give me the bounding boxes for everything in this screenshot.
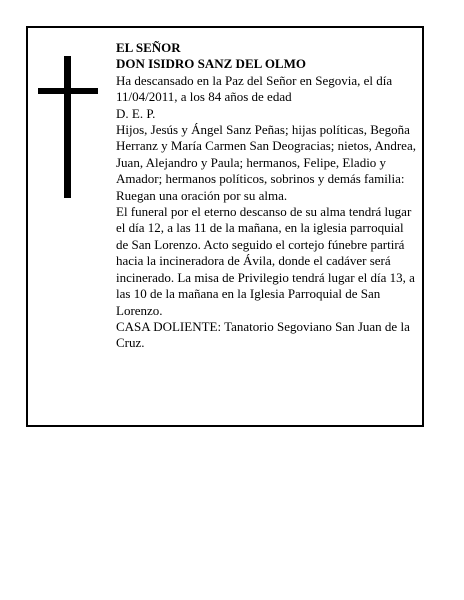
- obituary-notice: [26, 26, 424, 427]
- title-line-1: EL SEÑOR: [116, 40, 181, 55]
- deceased-name: DON ISIDRO SANZ DEL OLMO: [116, 56, 306, 72]
- dep-line: D. E. P.: [116, 105, 156, 121]
- cross-vertical-bar: [64, 56, 71, 198]
- funeral-details: El funeral por el eterno descanso de su alma tendrá lugar el día 12, a las 11 de la mañana, en la iglesia parroquial de San Lorenzo. Acto seguido el cortejo fúnebre partirá hacia la incineradora de Ávila, donde el cadáver será incinerado. La misa de Privilegio tendrá lugar el día 13, a las 10 de la mañana en la Iglesia Parroquial de San Lorenzo.: [116, 204, 415, 318]
- family-list: Hijos, Jesús y Ángel Sanz Peñas; hijas políticas, Begoña Herranz y María Carmen San Deogracias; nietos, Andrea, Juan, Alejandro y Paula; hermanos, Felipe, Eladio y Amador; hermanos políticos, sobrinos y demás familia:: [116, 122, 416, 187]
- mourning-house: CASA DOLIENTE: Tanatorio Segoviano San Juan de la Cruz.: [116, 318, 410, 351]
- obituary-text: [116, 40, 416, 352]
- death-notice: Ha descansado en la Paz del Señor en Segovia, el día 11/04/2011, a los 84 años de edad: [116, 72, 393, 105]
- cross-icon: [38, 56, 98, 198]
- prayer-request: Ruegan una oración por su alma.: [116, 187, 288, 203]
- cross-horizontal-bar: [38, 88, 98, 94]
